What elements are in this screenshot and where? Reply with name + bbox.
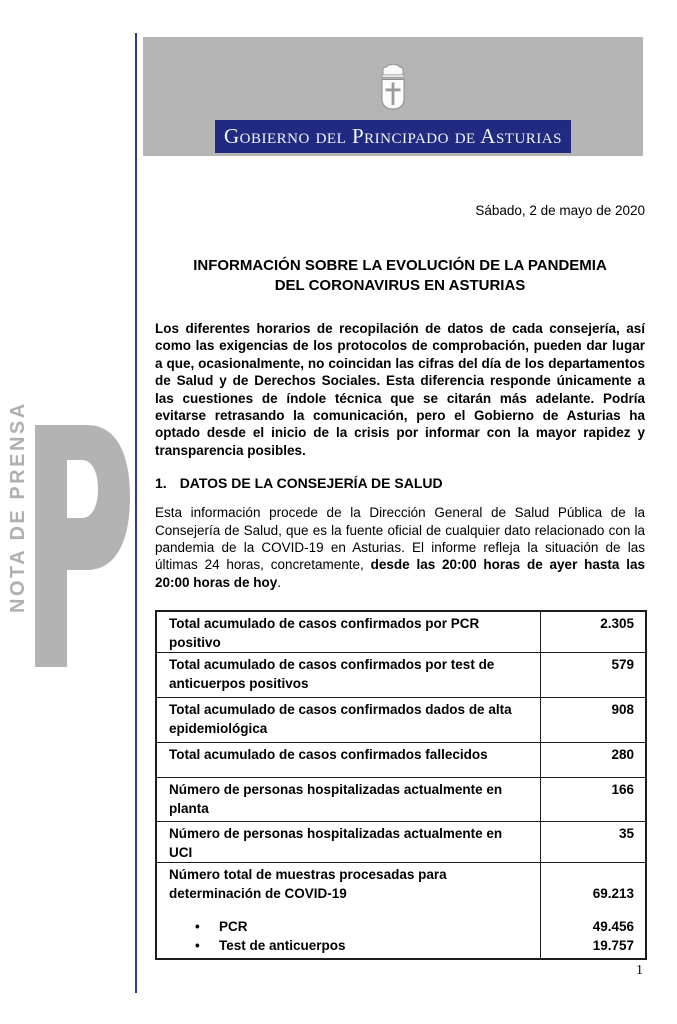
table-cell-value: 579 bbox=[540, 653, 646, 698]
table-cell-label: Total acumulado de casos confirmados dados de alta epidemiológica bbox=[156, 698, 540, 743]
table-cell-value: 35 bbox=[540, 822, 646, 863]
bullet-icon: • bbox=[195, 938, 200, 954]
table-row bbox=[156, 743, 646, 778]
letter-p-watermark-icon bbox=[35, 425, 130, 667]
table-cell-value: 166 bbox=[540, 778, 646, 822]
bullet-item bbox=[169, 936, 529, 955]
totals-label-line-1: Número total de muestras procesadas para bbox=[169, 867, 447, 883]
totals-label-line-2: determinación de COVID-19 bbox=[169, 886, 347, 902]
spacer bbox=[169, 903, 529, 917]
section-number: 1. bbox=[155, 475, 167, 492]
table-cell-label: Total acumulado de casos confirmados por test de anticuerpos positivos bbox=[156, 653, 540, 698]
table-cell-label: Total acumulado de casos confirmados fallecidos bbox=[156, 743, 540, 778]
table-row bbox=[156, 778, 646, 822]
table-cell-label: Número de personas hospitalizadas actualmente en planta bbox=[156, 778, 540, 822]
health-department-paragraph bbox=[155, 504, 645, 591]
government-name: Gobierno del Principado de Asturias bbox=[224, 124, 562, 148]
bullet-label: PCR bbox=[219, 919, 248, 935]
bullet-icon: • bbox=[195, 919, 200, 935]
title-line-2: DEL CORONAVIRUS EN ASTURIAS bbox=[274, 276, 526, 294]
document-body bbox=[155, 0, 645, 960]
bullet-value: 19.757 bbox=[592, 938, 634, 954]
document-title bbox=[155, 256, 645, 295]
paragraph2-bold: desde las 20:00 horas de ayer hasta las 20:00 horas de hoy bbox=[155, 557, 645, 590]
table-row-totals bbox=[156, 863, 646, 959]
bullet-value: 49.456 bbox=[592, 919, 634, 935]
bullet-label: Test de anticuerpos bbox=[219, 938, 346, 954]
date-line: Sábado, 2 de mayo de 2020 bbox=[475, 203, 645, 218]
table-row bbox=[156, 653, 646, 698]
table-row bbox=[156, 822, 646, 863]
paragraph2-period: . bbox=[277, 574, 282, 590]
section-title: DATOS DE LA CONSEJERÍA DE SALUD bbox=[179, 475, 443, 492]
table-cell-value: 2.305 bbox=[540, 611, 646, 653]
vertical-divider-line bbox=[135, 33, 137, 993]
table-cell-label: Total acumulado de casos confirmados por PCR positivo bbox=[156, 611, 540, 653]
totals-value: 69.213 bbox=[592, 886, 634, 902]
title-line-1: INFORMACIÓN SOBRE LA EVOLUCIÓN DE LA PANDEMIA bbox=[193, 257, 607, 274]
spacer bbox=[553, 865, 635, 884]
intro-paragraph: Los diferentes horarios de recopilación de datos de cada consejería, así como las exigencias de los protocolos de comprobación, pueden dar lugar a que, ocasionalmente, no coincidan las cifras del día de los departamentos de Salud y de Derechos Sociales. Esta diferencia responde únicamente a las cuestiones de índole técnica que se citarán más adelante. Podría evitarse retrasando la comunicación, pero el Gobierno de Asturias ha optado desde el inicio de la crisis por informar con la mayor rapidez y transparencia posibles. bbox=[155, 321, 645, 458]
table-row bbox=[156, 698, 646, 743]
paragraph2-regular: Esta información procede de la Dirección General de Salud Pública de la Consejería de Salud, que es la fuente oficial de cualquier dato relacionado con la pandemia de la COVID-19 en Asturias. El informe refleja la situación de las últimas 24 horas, concretamente, bbox=[155, 505, 645, 573]
table-cell-value: 908 bbox=[540, 698, 646, 743]
spacer bbox=[553, 903, 635, 917]
section-1-heading bbox=[155, 475, 645, 492]
table-cell-label bbox=[156, 863, 540, 959]
covid-data-table bbox=[155, 610, 647, 960]
table-cell-value: 280 bbox=[540, 743, 646, 778]
page-number: 1 bbox=[636, 963, 643, 978]
table-row bbox=[156, 611, 646, 653]
table-cell-value bbox=[540, 863, 646, 959]
table-cell-label: Número de personas hospitalizadas actualmente en UCI bbox=[156, 822, 540, 863]
nota-de-prensa-vertical-label: NOTA DE PRENSA bbox=[7, 401, 29, 613]
bullet-item bbox=[169, 917, 529, 936]
